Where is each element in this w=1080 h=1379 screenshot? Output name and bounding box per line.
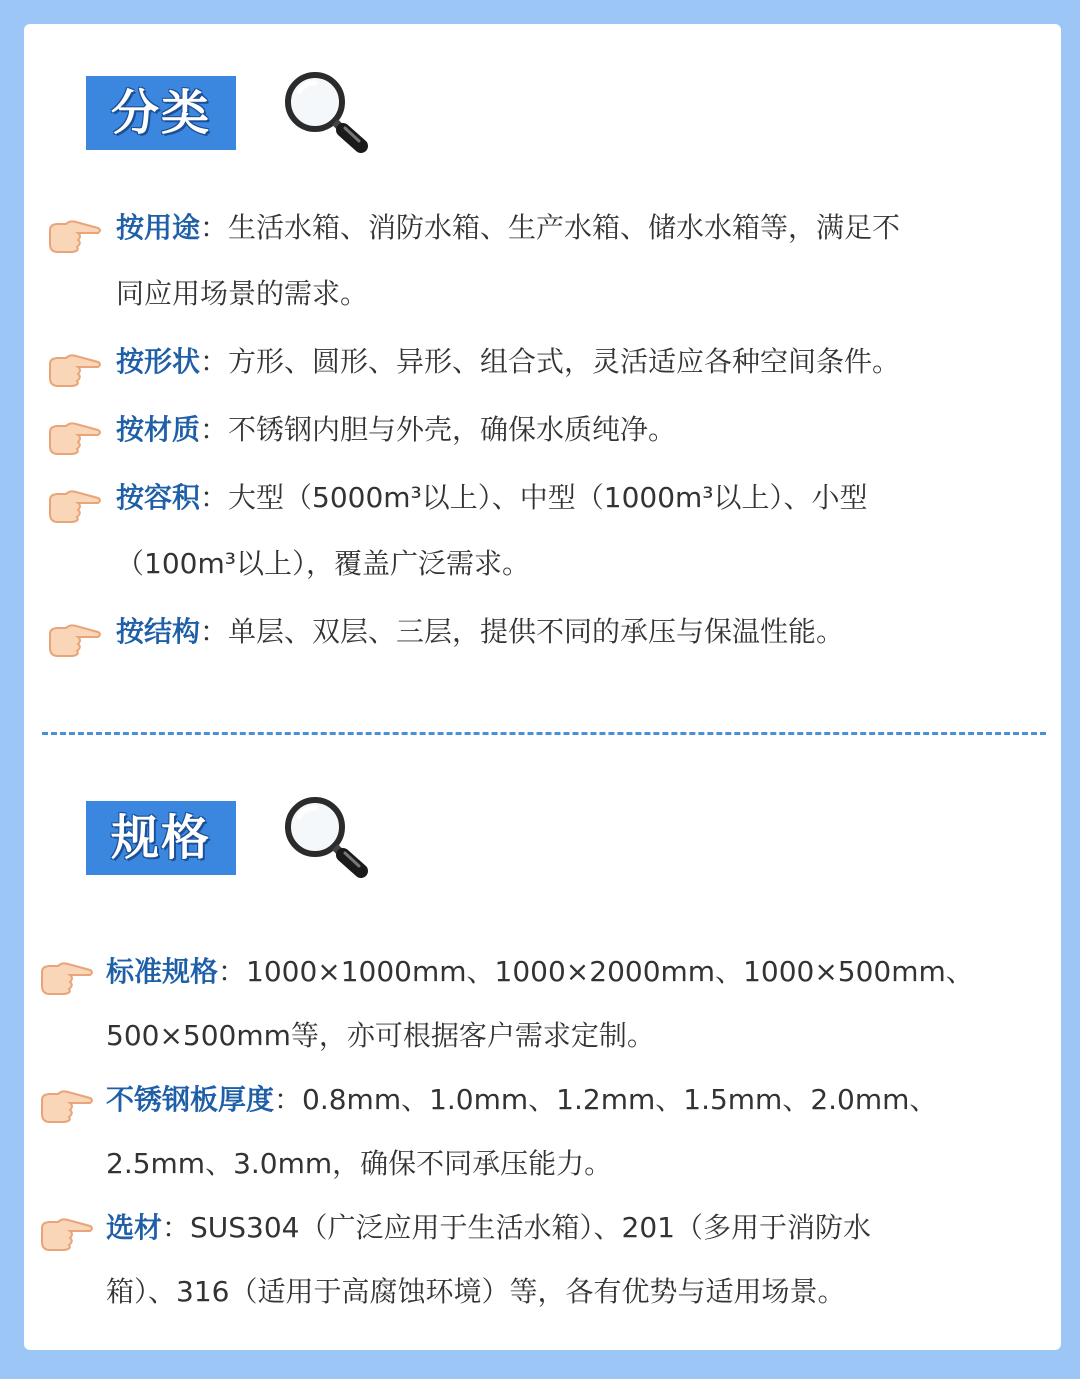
item-key: 按形状: [116, 345, 201, 378]
item-key: 按用途: [116, 211, 201, 244]
pointing-hand-icon: [38, 1086, 94, 1126]
item-text: ：1000×1000mm、1000×2000mm、1000×500mm、: [218, 955, 974, 988]
pointing-hand-icon: [46, 216, 102, 256]
pointing-hand-icon: [46, 418, 102, 458]
item-key: 按容积: [116, 481, 201, 514]
item-text: ：方形、圆形、异形、组合式，灵活适应各种空间条件。: [200, 345, 901, 378]
content-card: [24, 24, 1061, 1350]
pointing-hand-icon: [38, 1214, 94, 1254]
item-text: ：0.8mm、1.0mm、1.2mm、1.5mm、2.0mm、: [274, 1083, 938, 1116]
item-text: ：大型（5000m³以上）、中型（1000m³以上）、小型: [200, 481, 868, 514]
item-text: ：不锈钢内胆与外壳，确保水质纯净。: [200, 413, 677, 446]
item-key: 不锈钢板厚度: [106, 1083, 275, 1116]
pointing-hand-icon: [38, 958, 94, 998]
item-text: ：单层、双层、三层，提供不同的承压与保温性能。: [200, 615, 845, 648]
specification-title: 规格: [86, 801, 236, 875]
item-text-continued: 2.5mm、3.0mm，确保不同承压能力。: [106, 1147, 613, 1180]
item-key: 选材: [106, 1211, 163, 1244]
pointing-hand-icon: [46, 486, 102, 526]
item-text-continued: 500×500mm等，亦可根据客户需求定制。: [106, 1019, 655, 1052]
item-text: ：SUS304（广泛应用于生活水箱）、201（多用于消防水: [162, 1211, 871, 1244]
item-text: ：生活水箱、消防水箱、生产水箱、储水水箱等，满足不: [200, 211, 901, 244]
item-key: 按材质: [116, 413, 201, 446]
item-key: 按结构: [116, 615, 201, 648]
section-divider: [42, 732, 1046, 735]
classification-header: [86, 76, 426, 166]
item-key: 标准规格: [106, 955, 219, 988]
pointing-hand-icon: [46, 620, 102, 660]
pointing-hand-icon: [46, 350, 102, 390]
specification-header: [86, 801, 426, 891]
item-text-continued: 同应用场景的需求。: [116, 277, 369, 310]
magnifying-glass-icon: [281, 70, 371, 154]
magnifying-glass-icon: [281, 795, 371, 879]
item-text-continued: 箱）、316（适用于高腐蚀环境）等，各有优势与适用场景。: [106, 1275, 846, 1308]
classification-title: 分类: [86, 76, 236, 150]
item-text-continued: （100m³以上），覆盖广泛需求。: [116, 547, 530, 580]
